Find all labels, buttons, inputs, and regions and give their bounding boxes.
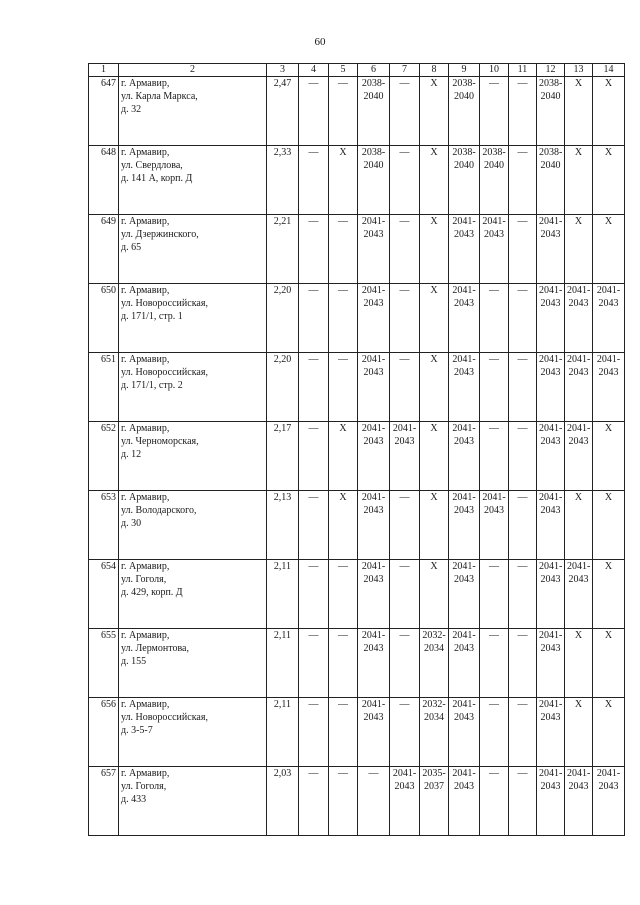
value-cell: 2,47 xyxy=(267,77,299,146)
value-cell: 2,11 xyxy=(267,629,299,698)
period-cell-c8: X xyxy=(420,422,449,491)
period-cell-c14: X xyxy=(593,491,625,560)
repair-schedule-table xyxy=(88,63,625,836)
period-cell-c9: 2041- 2043 xyxy=(449,215,480,284)
value-cell: 2,11 xyxy=(267,698,299,767)
period-cell-c14: X xyxy=(593,215,625,284)
period-cell-c14: 2041- 2043 xyxy=(593,767,625,836)
period-cell-c9: 2041- 2043 xyxy=(449,491,480,560)
table-row xyxy=(89,284,625,353)
period-cell-c11: — xyxy=(509,698,537,767)
period-cell-c8: X xyxy=(420,77,449,146)
period-cell-c11: — xyxy=(509,77,537,146)
period-cell-c14: X xyxy=(593,698,625,767)
period-cell-c6: — xyxy=(358,767,390,836)
period-cell-c13: X xyxy=(565,77,593,146)
period-cell-c5: X xyxy=(329,491,358,560)
period-cell-c7: — xyxy=(390,353,420,422)
address-cell: г. Армавир, ул. Свердлова, д. 141 А, корп. Д xyxy=(119,146,267,215)
period-cell-c12: 2041- 2043 xyxy=(537,491,565,560)
period-cell-c7: — xyxy=(390,698,420,767)
period-cell-c5: — xyxy=(329,698,358,767)
period-cell-c11: — xyxy=(509,560,537,629)
period-cell-c10: — xyxy=(480,767,509,836)
value-cell: 2,03 xyxy=(267,767,299,836)
address-cell: г. Армавир, ул. Новороссийская, д. 171/1, стр. 1 xyxy=(119,284,267,353)
period-cell-c5: — xyxy=(329,215,358,284)
address-cell: г. Армавир, ул. Новороссийская, д. 171/1, стр. 2 xyxy=(119,353,267,422)
table-row xyxy=(89,77,625,146)
table-row xyxy=(89,698,625,767)
table-row xyxy=(89,353,625,422)
period-cell-c5: — xyxy=(329,353,358,422)
period-cell-c14: X xyxy=(593,146,625,215)
period-cell-c8: X xyxy=(420,146,449,215)
table-row xyxy=(89,629,625,698)
column-header-12: 12 xyxy=(537,64,565,77)
period-cell-c14: X xyxy=(593,422,625,491)
period-cell-c12: 2041- 2043 xyxy=(537,698,565,767)
period-cell-c6: 2041- 2043 xyxy=(358,698,390,767)
column-header-7: 7 xyxy=(390,64,420,77)
period-cell-c6: 2041- 2043 xyxy=(358,215,390,284)
column-header-1: 1 xyxy=(89,64,119,77)
address-cell: г. Армавир, ул. Дзержинского, д. 65 xyxy=(119,215,267,284)
address-cell: г. Армавир, ул. Гоголя, д. 429, корп. Д xyxy=(119,560,267,629)
address-cell: г. Армавир, ул. Черноморская, д. 12 xyxy=(119,422,267,491)
period-cell-c12: 2038- 2040 xyxy=(537,146,565,215)
column-header-10: 10 xyxy=(480,64,509,77)
period-cell-c5: — xyxy=(329,629,358,698)
period-cell-c10: 2038- 2040 xyxy=(480,146,509,215)
address-cell: г. Армавир, ул. Володарского, д. 30 xyxy=(119,491,267,560)
period-cell-c13: 2041- 2043 xyxy=(565,767,593,836)
period-cell-c13: X xyxy=(565,629,593,698)
period-cell-c7: — xyxy=(390,629,420,698)
period-cell-c14: 2041- 2043 xyxy=(593,353,625,422)
value-cell: 2,17 xyxy=(267,422,299,491)
period-cell-c8: X xyxy=(420,284,449,353)
period-cell-c7: — xyxy=(390,560,420,629)
row-number: 654 xyxy=(89,560,119,629)
period-cell-c7: 2041- 2043 xyxy=(390,767,420,836)
period-cell-c6: 2041- 2043 xyxy=(358,629,390,698)
table-body xyxy=(89,77,625,836)
period-cell-c6: 2041- 2043 xyxy=(358,284,390,353)
column-header-8: 8 xyxy=(420,64,449,77)
period-cell-c8: X xyxy=(420,491,449,560)
table-row xyxy=(89,215,625,284)
period-cell-c9: 2038- 2040 xyxy=(449,146,480,215)
value-cell: 2,20 xyxy=(267,353,299,422)
period-cell-c5: X xyxy=(329,146,358,215)
period-cell-c14: X xyxy=(593,560,625,629)
period-cell-c10: 2041- 2043 xyxy=(480,215,509,284)
period-cell-c4: — xyxy=(299,353,329,422)
row-number: 655 xyxy=(89,629,119,698)
table-row xyxy=(89,560,625,629)
period-cell-c10: — xyxy=(480,629,509,698)
row-number: 653 xyxy=(89,491,119,560)
row-number: 651 xyxy=(89,353,119,422)
value-cell: 2,20 xyxy=(267,284,299,353)
value-cell: 2,33 xyxy=(267,146,299,215)
address-cell: г. Армавир, ул. Гоголя, д. 433 xyxy=(119,767,267,836)
period-cell-c11: — xyxy=(509,146,537,215)
period-cell-c7: — xyxy=(390,215,420,284)
period-cell-c8: X xyxy=(420,353,449,422)
period-cell-c4: — xyxy=(299,560,329,629)
period-cell-c12: 2038- 2040 xyxy=(537,77,565,146)
period-cell-c10: — xyxy=(480,560,509,629)
period-cell-c5: — xyxy=(329,77,358,146)
period-cell-c4: — xyxy=(299,422,329,491)
period-cell-c7: — xyxy=(390,491,420,560)
period-cell-c7: — xyxy=(390,284,420,353)
column-header-13: 13 xyxy=(565,64,593,77)
period-cell-c6: 2041- 2043 xyxy=(358,491,390,560)
period-cell-c10: 2041- 2043 xyxy=(480,491,509,560)
period-cell-c13: X xyxy=(565,698,593,767)
period-cell-c9: 2041- 2043 xyxy=(449,698,480,767)
period-cell-c12: 2041- 2043 xyxy=(537,215,565,284)
value-cell: 2,21 xyxy=(267,215,299,284)
table-row xyxy=(89,422,625,491)
period-cell-c12: 2041- 2043 xyxy=(537,353,565,422)
period-cell-c8: X xyxy=(420,215,449,284)
table-row xyxy=(89,146,625,215)
column-header-4: 4 xyxy=(299,64,329,77)
period-cell-c11: — xyxy=(509,422,537,491)
column-header-5: 5 xyxy=(329,64,358,77)
period-cell-c6: 2041- 2043 xyxy=(358,422,390,491)
period-cell-c11: — xyxy=(509,215,537,284)
period-cell-c8: 2032- 2034 xyxy=(420,698,449,767)
period-cell-c13: X xyxy=(565,215,593,284)
period-cell-c14: X xyxy=(593,629,625,698)
period-cell-c10: — xyxy=(480,422,509,491)
row-number: 648 xyxy=(89,146,119,215)
period-cell-c10: — xyxy=(480,353,509,422)
header-row xyxy=(89,64,625,77)
period-cell-c12: 2041- 2043 xyxy=(537,560,565,629)
period-cell-c10: — xyxy=(480,284,509,353)
period-cell-c9: 2038- 2040 xyxy=(449,77,480,146)
period-cell-c4: — xyxy=(299,629,329,698)
period-cell-c14: X xyxy=(593,77,625,146)
period-cell-c6: 2041- 2043 xyxy=(358,353,390,422)
period-cell-c4: — xyxy=(299,215,329,284)
period-cell-c12: 2041- 2043 xyxy=(537,284,565,353)
period-cell-c13: X xyxy=(565,491,593,560)
period-cell-c4: — xyxy=(299,491,329,560)
period-cell-c4: — xyxy=(299,698,329,767)
row-number: 650 xyxy=(89,284,119,353)
period-cell-c11: — xyxy=(509,353,537,422)
period-cell-c12: 2041- 2043 xyxy=(537,629,565,698)
column-header-9: 9 xyxy=(449,64,480,77)
period-cell-c8: 2035- 2037 xyxy=(420,767,449,836)
period-cell-c9: 2041- 2043 xyxy=(449,353,480,422)
period-cell-c9: 2041- 2043 xyxy=(449,629,480,698)
period-cell-c6: 2038- 2040 xyxy=(358,77,390,146)
column-header-11: 11 xyxy=(509,64,537,77)
period-cell-c4: — xyxy=(299,767,329,836)
column-header-14: 14 xyxy=(593,64,625,77)
address-cell: г. Армавир, ул. Лермонтова, д. 155 xyxy=(119,629,267,698)
address-cell: г. Армавир, ул. Новороссийская, д. 3-5-7 xyxy=(119,698,267,767)
period-cell-c11: — xyxy=(509,491,537,560)
period-cell-c9: 2041- 2043 xyxy=(449,284,480,353)
period-cell-c13: 2041- 2043 xyxy=(565,560,593,629)
period-cell-c13: 2041- 2043 xyxy=(565,422,593,491)
period-cell-c13: 2041- 2043 xyxy=(565,284,593,353)
period-cell-c5: X xyxy=(329,422,358,491)
column-header-2: 2 xyxy=(119,64,267,77)
period-cell-c10: — xyxy=(480,698,509,767)
period-cell-c4: — xyxy=(299,284,329,353)
period-cell-c11: — xyxy=(509,629,537,698)
period-cell-c8: X xyxy=(420,560,449,629)
row-number: 647 xyxy=(89,77,119,146)
period-cell-c13: 2041- 2043 xyxy=(565,353,593,422)
column-header-3: 3 xyxy=(267,64,299,77)
period-cell-c11: — xyxy=(509,284,537,353)
table-row xyxy=(89,767,625,836)
period-cell-c9: 2041- 2043 xyxy=(449,560,480,629)
period-cell-c5: — xyxy=(329,284,358,353)
row-number: 656 xyxy=(89,698,119,767)
period-cell-c5: — xyxy=(329,560,358,629)
period-cell-c4: — xyxy=(299,77,329,146)
row-number: 652 xyxy=(89,422,119,491)
address-cell: г. Армавир, ул. Карла Маркса, д. 32 xyxy=(119,77,267,146)
page-number: 60 xyxy=(314,36,326,48)
period-cell-c8: 2032- 2034 xyxy=(420,629,449,698)
value-cell: 2,11 xyxy=(267,560,299,629)
period-cell-c9: 2041- 2043 xyxy=(449,767,480,836)
period-cell-c12: 2041- 2043 xyxy=(537,422,565,491)
period-cell-c12: 2041- 2043 xyxy=(537,767,565,836)
row-number: 657 xyxy=(89,767,119,836)
row-number: 649 xyxy=(89,215,119,284)
period-cell-c4: — xyxy=(299,146,329,215)
period-cell-c14: 2041- 2043 xyxy=(593,284,625,353)
column-header-6: 6 xyxy=(358,64,390,77)
period-cell-c7: — xyxy=(390,146,420,215)
period-cell-c9: 2041- 2043 xyxy=(449,422,480,491)
value-cell: 2,13 xyxy=(267,491,299,560)
period-cell-c5: — xyxy=(329,767,358,836)
period-cell-c13: X xyxy=(565,146,593,215)
period-cell-c7: — xyxy=(390,77,420,146)
period-cell-c6: 2041- 2043 xyxy=(358,560,390,629)
period-cell-c7: 2041- 2043 xyxy=(390,422,420,491)
period-cell-c11: — xyxy=(509,767,537,836)
period-cell-c6: 2038- 2040 xyxy=(358,146,390,215)
period-cell-c10: — xyxy=(480,77,509,146)
table-row xyxy=(89,491,625,560)
